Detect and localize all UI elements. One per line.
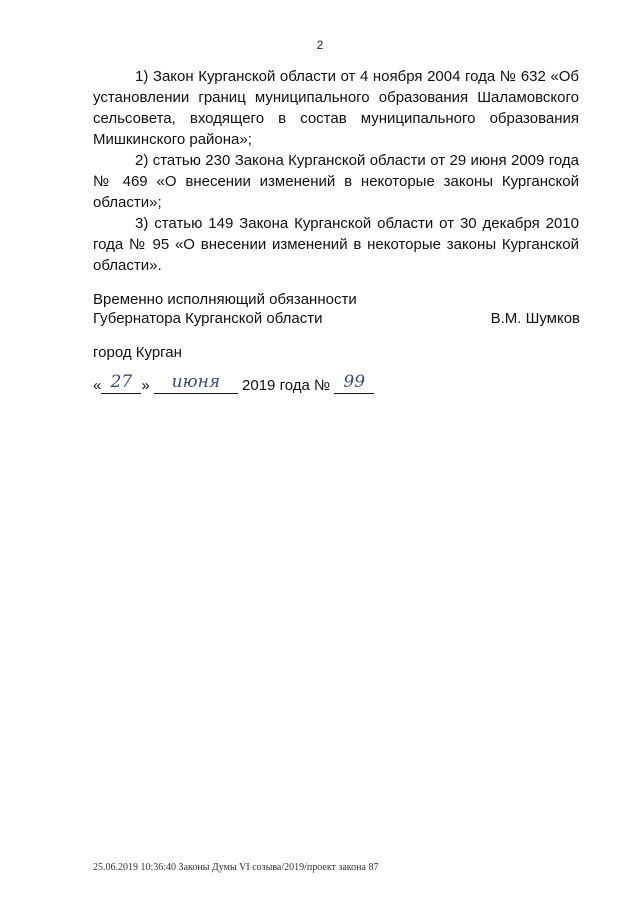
city: город Курган	[93, 344, 182, 361]
month-blank	[154, 372, 238, 394]
paragraph-3: 3) статью 149 Закона Курганской области от 30 декабря 2010 года № 95 «О внесении изменений в некоторые законы Курганской области».	[93, 215, 579, 274]
date-line	[93, 372, 374, 394]
day-blank	[101, 372, 141, 394]
handwritten-day: 27	[110, 372, 133, 392]
body-text	[93, 66, 579, 276]
open-quote: «	[93, 377, 102, 394]
signatory-title-line2: Губернатора Курганской области	[93, 310, 323, 327]
close-quote: »	[141, 377, 150, 394]
year-text: 2019 года №	[242, 377, 331, 394]
page-number: 2	[316, 38, 324, 52]
handwritten-number: 99	[343, 372, 366, 392]
signatory-title-line1: Временно исполняющий обязанности	[93, 291, 357, 308]
paragraph-1: 1) Закон Курганской области от 4 ноября 2004 года № 632 «Об установлении границ муниципального образования Шаламовского сельсовета, входящего в состав муниципального образования Мишкинского района»;	[93, 68, 579, 148]
signature-block	[93, 290, 580, 328]
footer-stamp: 25.06.2019 10:36:40 Законы Думы VI созыва/2019/проект закона 87	[93, 862, 379, 873]
signatory-name: В.М. Шумков	[490, 310, 580, 327]
handwritten-month: июня	[171, 372, 221, 392]
paragraph-2: 2) статью 230 Закона Курганской области от 29 июня 2009 года № 469 «О внесении изменений в некоторые законы Курганской области»;	[93, 152, 579, 211]
number-blank	[334, 372, 374, 394]
